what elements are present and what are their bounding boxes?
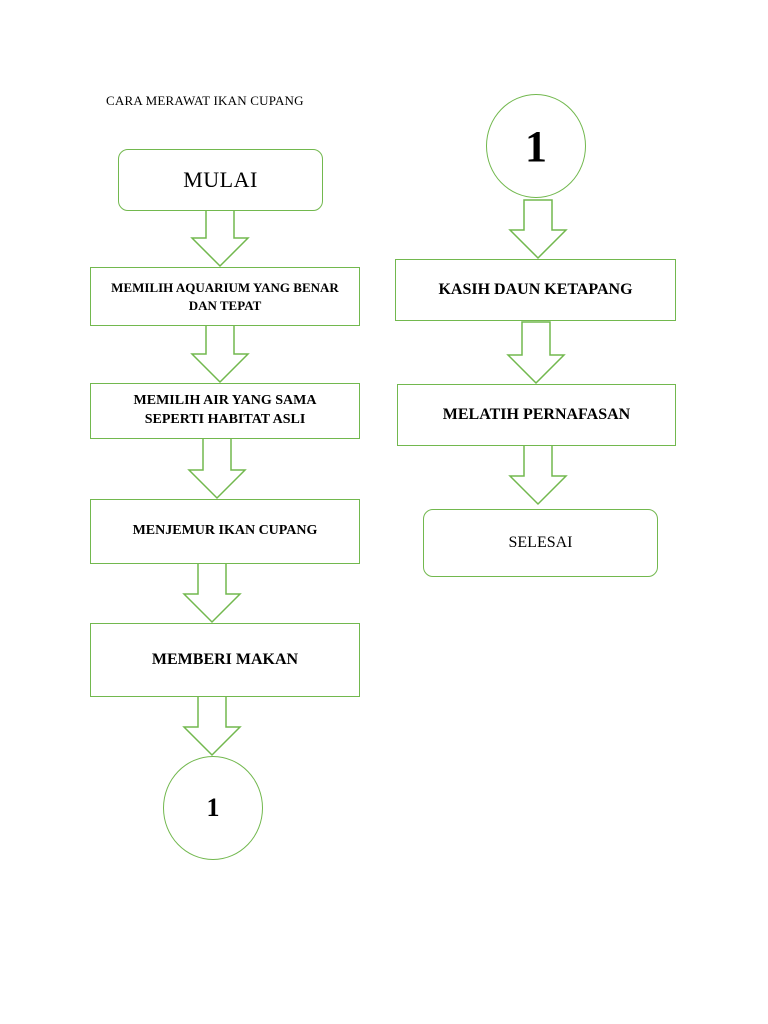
arrow-step1-to-step2 [192,325,248,382]
process-step-5 [395,259,676,321]
step-2-label: MEMILIH AIR YANG SAMA SEPERTI HABITAT ASLI [133,393,317,427]
connector-in-label: 1 [525,121,547,171]
step-3-label: MENJEMUR IKAN CUPANG [132,523,318,539]
step-4-label: MEMBERI MAKAN [151,651,299,669]
arrow-step2-to-step3 [189,438,245,498]
arrow-start-to-step1 [192,210,248,266]
start-label: MULAI [183,167,258,193]
step-1-label: MEMILIH AQUARIUM YANG BENAR DAN TEPAT [111,279,339,313]
process-step-1 [90,267,360,326]
process-step-3 [90,499,360,564]
process-step-6 [397,384,676,446]
step-6-label: MELATIH PERNAFASAN [442,406,631,424]
end-terminal [423,509,658,577]
process-step-2 [90,383,360,439]
end-label: SELESAI [508,534,573,552]
connector-out-label: 1 [206,793,220,822]
process-step-4 [90,623,360,697]
off-page-connector-in [486,94,586,198]
arrow-connector-to-step5 [510,200,566,258]
off-page-connector-out [163,756,263,860]
arrow-step5-to-step6 [508,322,564,383]
flowchart-title: CARA MERAWAT IKAN CUPANG [106,93,304,108]
arrow-step6-to-end [510,445,566,504]
arrow-step3-to-step4 [184,563,240,622]
step-5-label: KASIH DAUN KETAPANG [438,281,633,299]
start-terminal [118,149,323,211]
arrow-step4-to-connector [184,696,240,755]
